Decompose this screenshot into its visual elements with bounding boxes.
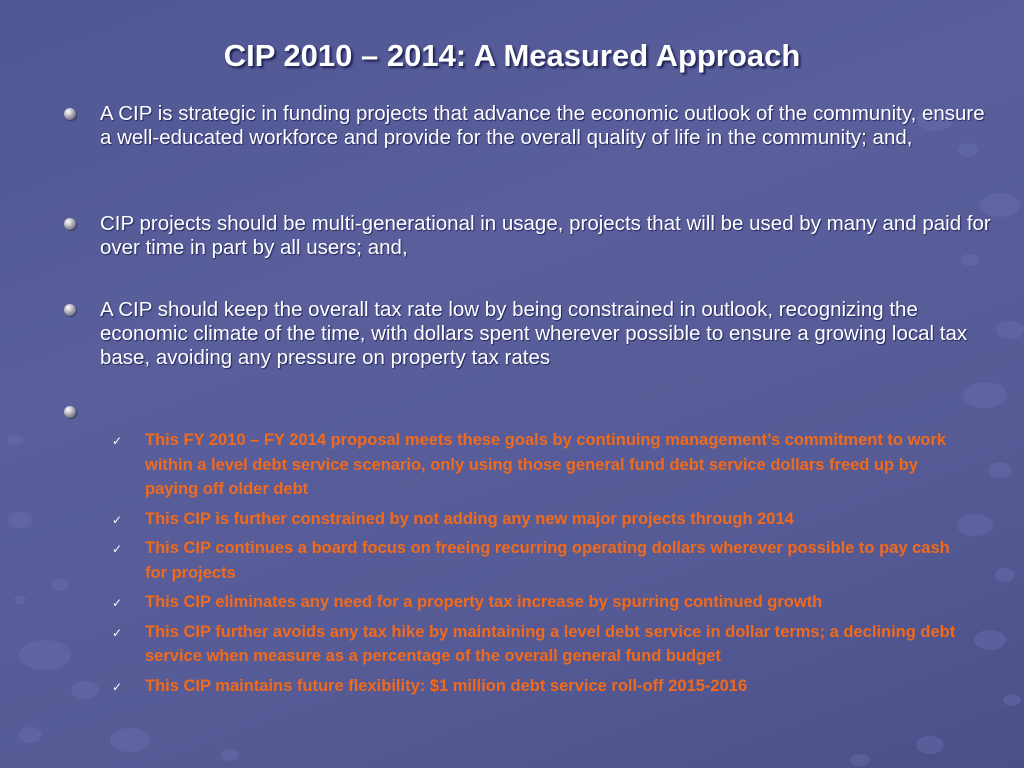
bullet-text: A CIP is strategic in funding projects that advance the economic outlook of the community, ensure a well-educated workforce and provide for the overall quality of life in the community; and, [100,102,985,149]
bullet-text: A CIP should keep the overall tax rate low by being constrained in outlook, recognizing the economic climate of the time, with dollars spent wherever possible to ensure a growing local tax base, avoiding any pressure on property tax rates [100,298,968,369]
checkmark-icon: ✓ [112,625,123,640]
slide-title: CIP 2010 – 2014: A Measured Approach [223,38,801,73]
sub-bullet-item [110,507,970,532]
checkmark-icon: ✓ [112,434,123,448]
sphere-bullet-icon [64,304,76,316]
sub-bullet-text: This CIP continues a board focus on freeing recurring operating dollars wherever possible to pay cash for projects [145,539,950,582]
sub-bullet-text: This CIP is further constrained by not adding any new major projects through 2014 [145,509,794,528]
bullet-item [62,212,1000,260]
sphere-bullet-icon [64,406,76,418]
bullet-item [62,102,1000,150]
sphere-bullet-icon [64,108,76,120]
sub-bullet-text: This CIP further avoids any tax hike by maintaining a level debt service in dollar terms; a declining debt service when measure as a percentage of the overall general fund budget [145,622,956,665]
bullet-text: CIP projects should be multi-generational in usage, projects that will be used by many and paid for over time in part by all users; and, [100,212,991,259]
sub-bullet-item [110,590,970,615]
sub-bullet-text: This CIP maintains future flexibility: $1 million debt service roll-off 2015-2016 [145,676,748,695]
checkmark-icon: ✓ [112,542,123,556]
checkmark-icon: ✓ [112,679,123,694]
sub-bullet-list [110,428,970,703]
checkmark-icon: ✓ [112,512,123,527]
sub-bullet-item [110,428,970,502]
sub-bullet-item [110,536,970,585]
checkmark-icon: ✓ [112,596,123,610]
sub-bullet-text: This CIP eliminates any need for a property tax increase by spurring continued growth [145,593,823,611]
sub-bullet-text: This FY 2010 – FY 2014 proposal meets these goals by continuing management’s commitment to work within a level debt service scenario, only using those general fund debt service dollars freed up by paying off older debt [145,431,947,498]
sub-bullet-item [110,674,970,699]
sphere-bullet-icon [64,218,76,230]
bullet-item [62,298,1000,370]
bullet-item [62,400,1000,424]
sub-bullet-item [110,620,970,669]
